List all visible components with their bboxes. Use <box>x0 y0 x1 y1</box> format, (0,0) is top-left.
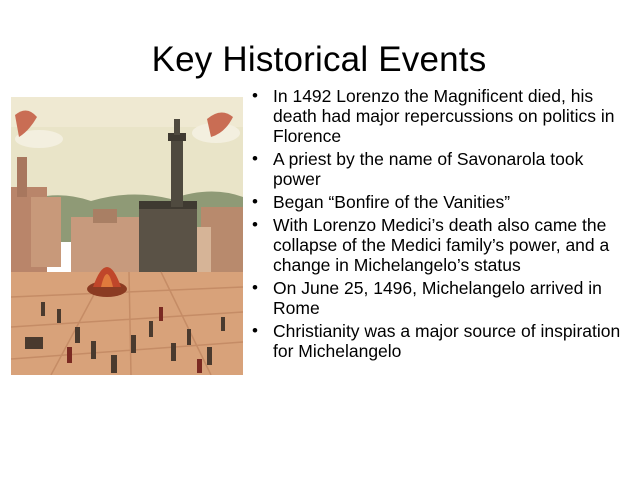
bullet-item <box>250 149 630 189</box>
bullet-text: A priest by the name of Savonarola took power <box>273 149 584 189</box>
bullet-text: In 1492 Lorenzo the Magnificent died, his death had major repercussions on politics in Florence <box>273 86 615 146</box>
bullet-item <box>250 321 630 361</box>
bullet-dot-icon: • <box>252 215 258 234</box>
bullet-list <box>250 86 630 364</box>
bullet-dot-icon: • <box>252 278 258 297</box>
bullet-text: Began “Bonfire of the Vanities” <box>273 192 511 212</box>
bullet-dot-icon: • <box>252 86 258 105</box>
bullet-text: With Lorenzo Medici’s death also came the collapse of the Medici family’s power, and a change in Michelangelo’s status <box>273 215 610 275</box>
bullet-item <box>250 278 630 318</box>
bullet-dot-icon: • <box>252 192 258 211</box>
bullet-text: On June 25, 1496, Michelangelo arrived in Rome <box>273 278 602 318</box>
bullet-dot-icon: • <box>252 149 258 168</box>
bullet-dot-icon: • <box>252 321 258 340</box>
bullet-item <box>250 215 630 275</box>
historical-painting-image <box>11 97 243 375</box>
slide-title: Key Historical Events <box>151 40 487 79</box>
bullet-item <box>250 192 630 212</box>
bullet-item <box>250 86 630 146</box>
bullet-text: Christianity was a major source of inspiration for Michelangelo <box>273 321 621 361</box>
